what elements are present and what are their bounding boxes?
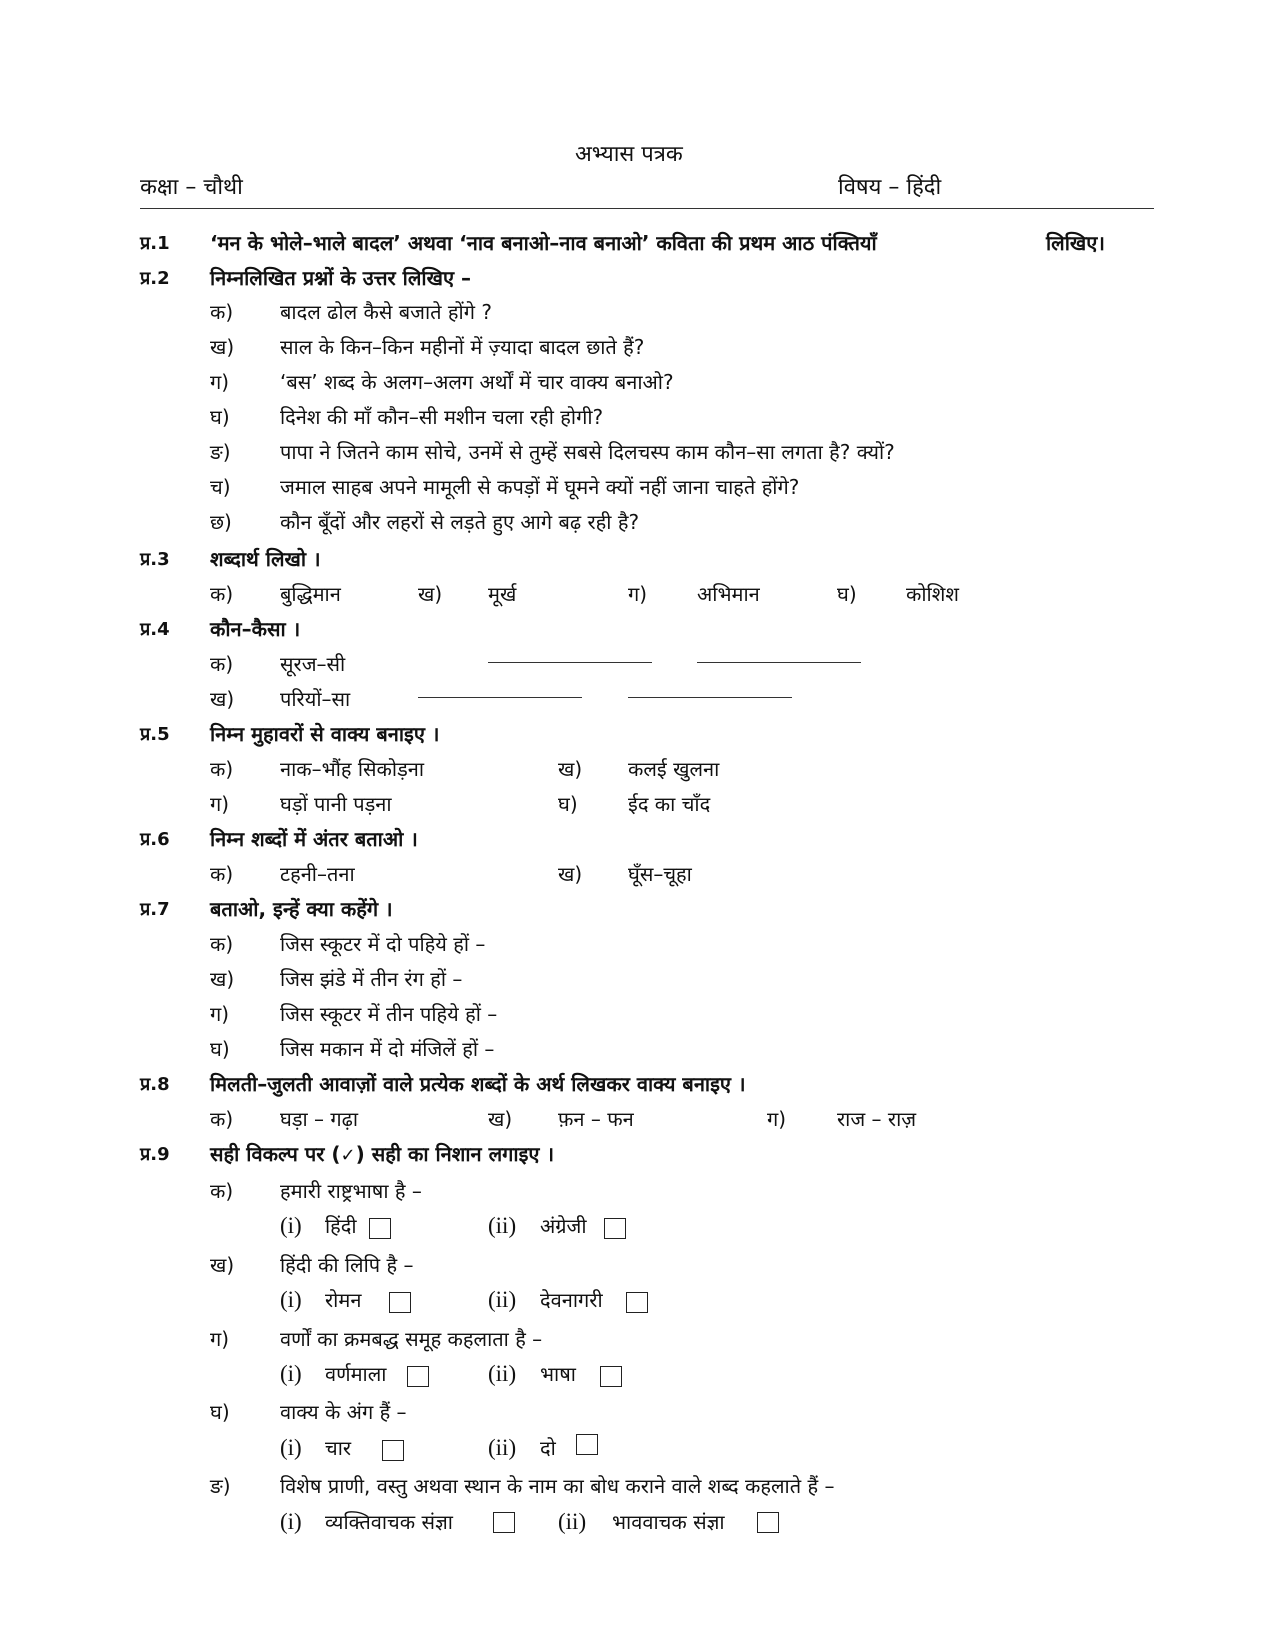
option-number: (ii) xyxy=(488,1361,517,1386)
item-text: सूरज–सी xyxy=(280,652,346,676)
option-label: अंग्रेजी xyxy=(540,1214,587,1238)
option-checkbox[interactable] xyxy=(757,1512,779,1533)
question-text xyxy=(210,1144,554,1165)
question-text: ‘मन के भोले–भाले बादल’ अथवा ‘नाव बनाओ–नाव बनाओ’ कविता की प्रथम आठ पंक्तियाँ xyxy=(210,231,877,255)
item-marker: क) xyxy=(210,652,234,676)
item-marker: ख) xyxy=(210,687,235,711)
question-number: प्र.2 xyxy=(140,268,170,289)
option-number: (ii) xyxy=(488,1287,517,1312)
item-marker: च) xyxy=(210,475,231,499)
item-text: कोशिश xyxy=(906,582,959,606)
option-label: वर्णमाला xyxy=(325,1362,387,1386)
item-marker: घ) xyxy=(558,792,578,816)
question-number: प्र.9 xyxy=(140,1144,170,1165)
option-checkbox[interactable] xyxy=(604,1218,626,1239)
item-marker: क) xyxy=(210,300,234,324)
option-number: (ii) xyxy=(488,1213,517,1238)
item-marker: क) xyxy=(210,862,234,886)
item-marker: ख) xyxy=(558,757,583,781)
question-number: प्र.7 xyxy=(140,899,170,920)
item-text: अभिमान xyxy=(697,582,760,606)
item-text: हमारी राष्ट्रभाषा है – xyxy=(280,1179,422,1203)
option-number: (i) xyxy=(280,1361,302,1386)
item-text: घड़ों पानी पड़ना xyxy=(280,792,392,816)
question-number: प्र.3 xyxy=(140,549,170,570)
item-text: बादल ढोल कैसे बजाते होंगे ? xyxy=(280,300,492,324)
item-marker: ग) xyxy=(210,1002,230,1026)
item-text: वर्णों का क्रमबद्ध समूह कहलाता है – xyxy=(280,1327,543,1351)
item-marker: ख) xyxy=(418,582,443,606)
header-divider xyxy=(140,208,1154,209)
option-checkbox[interactable] xyxy=(407,1366,429,1387)
item-marker: ख) xyxy=(210,1253,235,1277)
option-number: (i) xyxy=(280,1287,302,1312)
answer-blank[interactable] xyxy=(697,662,861,663)
item-text: जमाल साहब अपने मामूली से कपड़ों में घूमने क्यों नहीं जाना चाहते होंगे? xyxy=(280,475,800,499)
option-number: (i) xyxy=(280,1509,302,1534)
question-text: कौन–कैसा । xyxy=(210,617,301,641)
item-marker: ङ) xyxy=(210,1474,231,1498)
item-text: ‘बस’ शब्द के अलग–अलग अर्थों में चार वाक्य बनाओ? xyxy=(280,370,674,394)
item-text: बुद्धिमान xyxy=(280,582,341,606)
question-text: निम्न मुहावरों से वाक्य बनाइए । xyxy=(210,722,440,746)
question-text: मिलती–जुलती आवाज़ों वाले प्रत्येक शब्दों के अर्थ लिखकर वाक्य बनाइए । xyxy=(210,1072,746,1096)
worksheet-title: अभ्यास पत्रक xyxy=(575,142,683,167)
item-marker: ग) xyxy=(210,792,230,816)
item-text: विशेष प्राणी, वस्तु अथवा स्थान के नाम का बोध कराने वाले शब्द कहलाते हैं – xyxy=(280,1474,835,1498)
item-marker: घ) xyxy=(210,405,230,429)
option-label: भाववाचक संज्ञा xyxy=(612,1510,725,1534)
item-marker: ङ) xyxy=(210,440,231,464)
option-number: (i) xyxy=(280,1435,302,1460)
item-text: ईद का चाँद xyxy=(628,792,711,816)
item-marker: ख) xyxy=(210,335,235,359)
item-text: कौन बूँदों और लहरों से लड़ते हुए आगे बढ़ रही है? xyxy=(280,510,640,534)
answer-blank[interactable] xyxy=(418,697,582,698)
option-label: व्यक्तिवाचक संज्ञा xyxy=(325,1510,453,1534)
item-text: घड़ा – गढ़ा xyxy=(280,1107,359,1131)
answer-blank[interactable] xyxy=(628,697,792,698)
option-checkbox[interactable] xyxy=(369,1218,391,1239)
question-text: निम्न शब्दों में अंतर बताओ । xyxy=(210,827,418,851)
option-checkbox[interactable] xyxy=(389,1292,411,1313)
item-marker: ख) xyxy=(210,967,235,991)
item-marker: क) xyxy=(210,1107,234,1131)
question-text-part: ) सही का निशान लगाइए । xyxy=(355,1142,555,1166)
item-marker: ग) xyxy=(210,370,230,394)
checkmark-icon: ✓ xyxy=(340,1145,356,1166)
item-text: जिस स्कूटर में तीन पहिये हों – xyxy=(280,1002,498,1026)
option-label: भाषा xyxy=(540,1362,576,1386)
item-text: जिस मकान में दो मंजिलें हों – xyxy=(280,1037,495,1061)
item-marker: घ) xyxy=(210,1037,230,1061)
question-text-part: सही विकल्प पर ( xyxy=(210,1142,341,1166)
option-label: हिंदी xyxy=(325,1214,357,1238)
subject-label: विषय – हिंदी xyxy=(838,175,942,200)
item-marker: ग) xyxy=(628,582,648,606)
item-text: साल के किन–किन महीनों में ज़्यादा बादल छाते हैं? xyxy=(280,335,645,359)
item-text: फ़न – फन xyxy=(558,1107,634,1131)
item-text: हिंदी की लिपि है – xyxy=(280,1253,414,1277)
item-marker: क) xyxy=(210,757,234,781)
item-marker: क) xyxy=(210,932,234,956)
class-label: कक्षा – चौथी xyxy=(140,175,243,200)
item-text: परियों–सा xyxy=(280,687,351,711)
option-label: दो xyxy=(540,1436,556,1460)
item-marker: घ) xyxy=(837,582,857,606)
item-text: राज – राज़ xyxy=(837,1107,917,1131)
item-text: दिनेश की माँ कौन–सी मशीन चला रही होगी? xyxy=(280,405,604,429)
question-number: प्र.1 xyxy=(140,233,170,254)
question-text: बताओ, इन्हें क्या कहेंगे । xyxy=(210,897,393,921)
item-text: वाक्य के अंग हैं – xyxy=(280,1400,407,1424)
option-number: (i) xyxy=(280,1213,302,1238)
item-marker: क) xyxy=(210,582,234,606)
question-number: प्र.4 xyxy=(140,619,170,640)
item-text: घूँस–चूहा xyxy=(628,862,692,886)
option-checkbox[interactable] xyxy=(382,1440,404,1461)
option-label: देवनागरी xyxy=(540,1288,603,1312)
item-marker: घ) xyxy=(210,1400,230,1424)
option-number: (ii) xyxy=(488,1435,517,1460)
question-text: निम्नलिखित प्रश्नों के उत्तर लिखिए – xyxy=(210,266,471,290)
item-text: पापा ने जितने काम सोचे, उनमें से तुम्हें सबसे दिलचस्प काम कौन–सा लगता है? क्यों? xyxy=(280,440,895,464)
option-number: (ii) xyxy=(558,1509,587,1534)
option-label: रोमन xyxy=(325,1288,362,1312)
item-text: नाक–भौंह सिकोड़ना xyxy=(280,757,425,781)
question-number: प्र.6 xyxy=(140,829,170,850)
item-marker: ख) xyxy=(488,1107,513,1131)
option-checkbox[interactable] xyxy=(626,1292,648,1313)
item-marker: ख) xyxy=(558,862,583,886)
item-marker: ग) xyxy=(767,1107,787,1131)
option-checkbox[interactable] xyxy=(600,1366,622,1387)
item-text: मूर्ख xyxy=(488,582,517,606)
item-text: जिस झंडे में तीन रंग हों – xyxy=(280,967,463,991)
option-checkbox[interactable] xyxy=(493,1512,515,1533)
option-label: चार xyxy=(325,1436,352,1460)
question-text: शब्दार्थ लिखो । xyxy=(210,547,321,571)
item-marker: छ) xyxy=(210,510,232,534)
item-text: जिस स्कूटर में दो पहिये हों – xyxy=(280,932,486,956)
item-text: कलई खुलना xyxy=(628,757,720,781)
answer-blank[interactable] xyxy=(488,662,652,663)
item-marker: क) xyxy=(210,1179,234,1203)
question-number: प्र.8 xyxy=(140,1074,170,1095)
question-text-tail: लिखिए। xyxy=(1046,231,1105,255)
item-marker: ग) xyxy=(210,1327,230,1351)
question-number: प्र.5 xyxy=(140,724,170,745)
item-text: टहनी–तना xyxy=(280,862,355,886)
option-checkbox[interactable] xyxy=(576,1434,598,1455)
